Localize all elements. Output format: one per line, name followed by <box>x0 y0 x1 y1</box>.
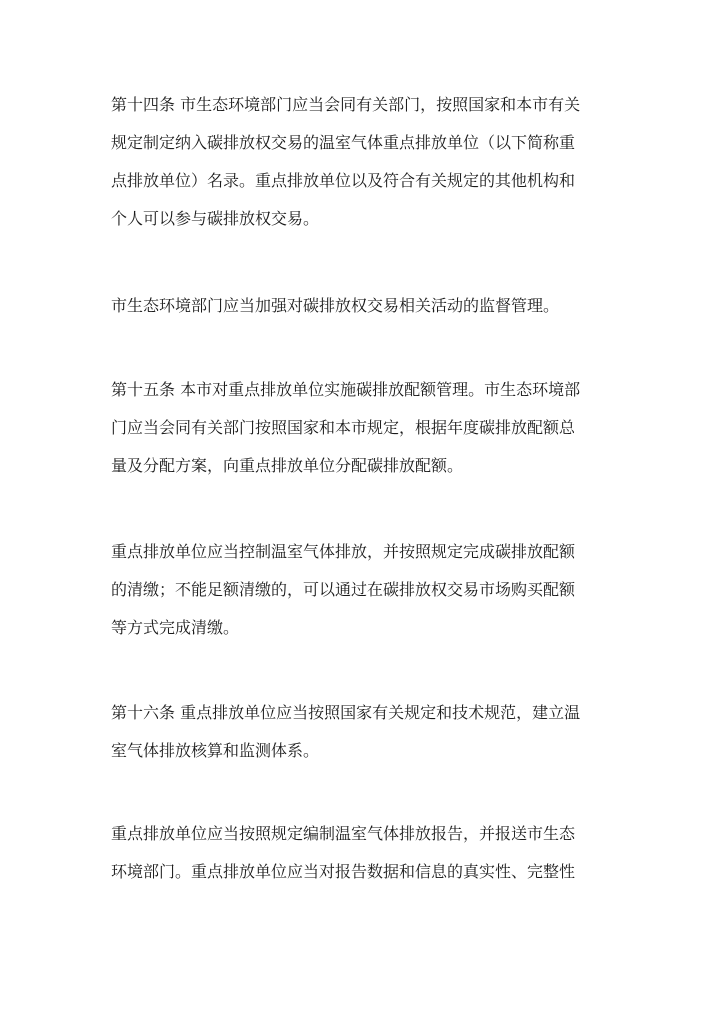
paragraph-article-15 <box>111 371 611 485</box>
text-line: 第十五条 本市对重点排放单位实施碳排放配额管理。市生态环境部 <box>111 380 581 399</box>
paragraph-article-16 <box>111 694 611 770</box>
text-line: 个人可以参与碳排放权交易。 <box>111 209 320 228</box>
text-line: 重点排放单位应当控制温室气体排放，并按照规定完成碳排放配额 <box>111 542 576 561</box>
paragraph-emission-report <box>111 815 611 891</box>
paragraph-supervision <box>111 287 611 325</box>
text-line: 第十四条 市生态环境部门应当会同有关部门，按照国家和本市有关 <box>111 95 581 114</box>
text-line: 重点排放单位应当按照规定编制温室气体排放报告，并报送市生态 <box>111 824 576 843</box>
paragraph-allowance-surrender <box>111 533 611 647</box>
text-line: 门应当会同有关部门按照国家和本市规定，根据年度碳排放配额总 <box>111 418 576 437</box>
text-line: 的清缴；不能足额清缴的，可以通过在碳排放权交易市场购买配额 <box>111 580 576 599</box>
text-line: 室气体排放核算和监测体系。 <box>111 741 320 760</box>
paragraph-article-14 <box>111 86 611 238</box>
text-line: 规定制定纳入碳排放权交易的温室气体重点排放单位（以下简称重 <box>111 133 576 152</box>
text-line: 市生态环境部门应当加强对碳排放权交易相关活动的监督管理。 <box>111 296 560 315</box>
text-line: 等方式完成清缴。 <box>111 618 240 637</box>
text-line: 点排放单位）名录。重点排放单位以及符合有关规定的其他机构和 <box>111 171 576 190</box>
text-line: 环境部门。重点排放单位应当对报告数据和信息的真实性、完整性 <box>111 862 576 881</box>
text-line: 第十六条 重点排放单位应当按照国家有关规定和技术规范，建立温 <box>111 703 581 722</box>
text-line: 量及分配方案，向重点排放单位分配碳排放配额。 <box>111 456 464 475</box>
